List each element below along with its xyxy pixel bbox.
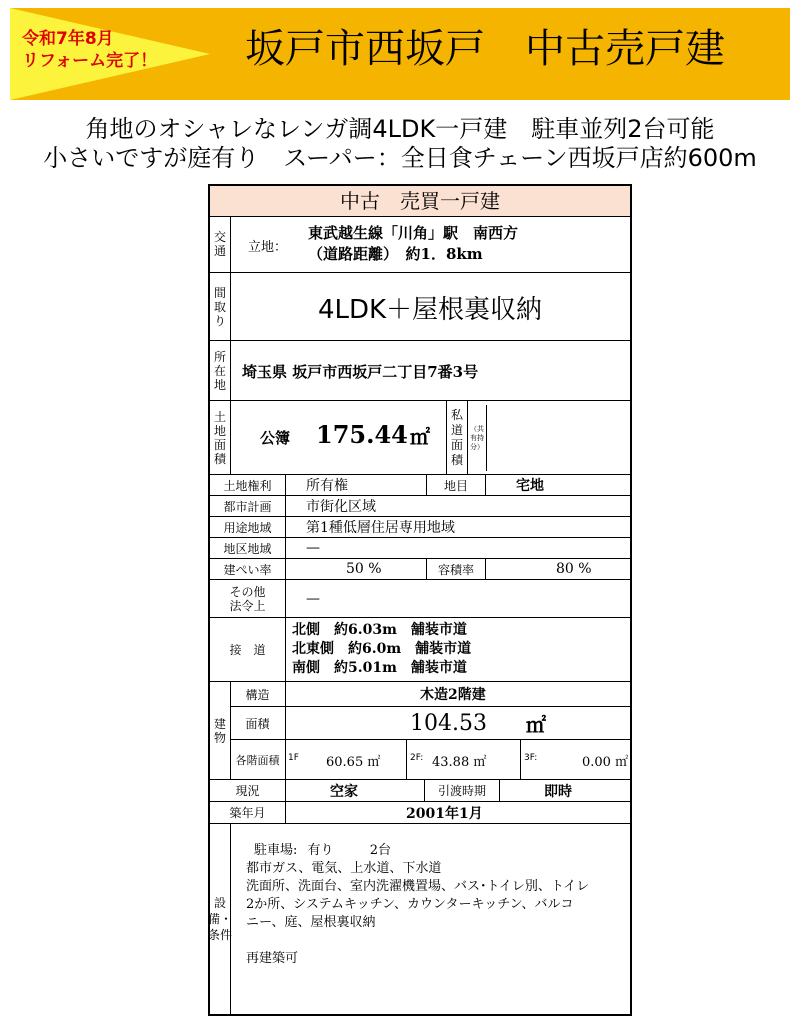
parking-line bbox=[246, 842, 589, 860]
land-area-label: 土地面積 bbox=[210, 401, 231, 474]
floor-divider-2 bbox=[520, 740, 521, 780]
handover-value: 即時 bbox=[544, 783, 572, 800]
status-label: 現況 bbox=[210, 780, 286, 801]
coverage-value: 50 % bbox=[346, 561, 382, 577]
building-area-unit: ㎡ bbox=[526, 712, 546, 737]
building-area-value: 104.53 bbox=[410, 710, 487, 736]
land-category-value: 宅地 bbox=[516, 478, 544, 494]
address-label: 所在地 bbox=[210, 341, 231, 400]
page-title: 坂戸市西坂戸 中古売戸建 bbox=[245, 26, 725, 72]
facilities-line-2: 洗面所、洗面台、室内洗濯機置場、バス･トイレ別、トイレ bbox=[246, 879, 590, 894]
row-zoning bbox=[210, 517, 630, 538]
building-area-label: 面積 bbox=[230, 707, 286, 739]
private-road-label: 私道面積 bbox=[446, 401, 468, 474]
other-laws-label-2: 法令上 bbox=[229, 598, 266, 613]
row-access bbox=[210, 216, 630, 273]
district-value: — bbox=[306, 540, 320, 556]
access-line-2: （道路距離） 約1．8km bbox=[308, 245, 483, 263]
land-category-label: 地目 bbox=[426, 475, 486, 495]
badge-line-1: 令和7年8月 bbox=[22, 29, 114, 49]
building-structure-row bbox=[230, 682, 630, 707]
row-city-planning bbox=[210, 496, 630, 517]
building-area-row bbox=[230, 707, 630, 740]
floor2-label: 2F: bbox=[410, 753, 424, 763]
district-label: 地区地域 bbox=[210, 538, 286, 558]
layout-label: 間取り bbox=[210, 273, 231, 340]
parking-label: 駐車場: bbox=[254, 843, 298, 858]
row-land-area bbox=[210, 401, 630, 475]
built-label: 築年月 bbox=[210, 802, 286, 823]
other-laws-label-1: その他 bbox=[229, 584, 266, 599]
floor-ratio-value: 80 % bbox=[556, 561, 592, 577]
floor-divider-1 bbox=[406, 740, 407, 780]
badge-line-2: リフォーム完了！ bbox=[22, 51, 158, 71]
city-planning-value: 市街化区域 bbox=[306, 499, 376, 515]
facilities-label: 設備・条件 bbox=[210, 824, 231, 1014]
floor3-label: 3F: bbox=[524, 753, 538, 763]
land-area-unit: ㎡ bbox=[410, 425, 430, 449]
land-area-value: 175.44 bbox=[316, 420, 408, 449]
subtitle-line-1: 角地のオシャレなレンガ調4LDK一戸建 駐車並列2台可能 bbox=[85, 115, 715, 143]
land-register-kind: 公簿 bbox=[260, 429, 291, 447]
row-facilities bbox=[210, 824, 630, 1014]
zoning-label: 用途地域 bbox=[210, 517, 286, 537]
row-coverage bbox=[210, 559, 630, 580]
facilities-text bbox=[246, 842, 589, 968]
floor2-value: 43.88 ㎡ bbox=[432, 754, 487, 770]
structure-label: 構造 bbox=[230, 682, 286, 706]
facilities-line-4: ニー、庭、屋根裏収納 bbox=[246, 915, 376, 930]
zoning-value: 第1種低層住居専用地域 bbox=[306, 520, 455, 536]
row-other-laws bbox=[210, 580, 630, 618]
floor-area-label: 各階面積 bbox=[230, 740, 286, 780]
renovation-badge-text bbox=[22, 28, 157, 72]
coverage-label: 建ぺい率 bbox=[210, 559, 286, 579]
city-planning-label: 都市計画 bbox=[210, 496, 286, 516]
floor-ratio-label: 容積率 bbox=[426, 559, 486, 579]
road-south: 南側 約5.01m 舗装市道 bbox=[292, 660, 467, 676]
structure-value: 木造2階建 bbox=[420, 687, 486, 703]
built-value: 2001年1月 bbox=[406, 805, 483, 822]
land-right-label: 土地権利 bbox=[210, 475, 286, 495]
sheet-title: 中古 売買一戸建 bbox=[210, 186, 630, 217]
facilities-line-1: 都市ガス、電気、上水道、下水道 bbox=[246, 861, 442, 876]
floor1-value: 60.65 ㎡ bbox=[326, 754, 381, 770]
row-district bbox=[210, 538, 630, 559]
building-label: 建物 bbox=[210, 682, 231, 779]
row-status bbox=[210, 780, 630, 802]
other-laws-label bbox=[210, 580, 286, 617]
land-right-value: 所有権 bbox=[306, 478, 348, 494]
parking-availability: 有り bbox=[307, 843, 334, 858]
floor-area-row bbox=[230, 740, 630, 780]
handover-label: 引渡時期 bbox=[424, 780, 500, 801]
road-access-label: 接 道 bbox=[210, 618, 286, 681]
subtitle-line-2: 小さいですが庭有り スーパー：全日食チェーン西坂戸店約600m bbox=[43, 144, 757, 172]
row-layout bbox=[210, 273, 630, 341]
location-sub-label: 立地： bbox=[248, 240, 288, 255]
layout-value: 4LDK＋屋根裏収納 bbox=[317, 295, 543, 325]
other-laws-value: — bbox=[306, 590, 320, 607]
address-value: 埼玉県 坂戸市西坂戸二丁目7番3号 bbox=[242, 363, 479, 381]
road-northeast: 北東側 約6.0m 舗装市道 bbox=[292, 641, 472, 657]
access-line-1: 東武越生線「川角」駅 南西方 bbox=[308, 224, 519, 242]
road-north: 北側 約6.03m 舗装市道 bbox=[292, 622, 467, 638]
status-value: 空家 bbox=[330, 783, 358, 800]
property-sheet bbox=[208, 184, 632, 1016]
access-label: 交通 bbox=[210, 216, 231, 272]
row-built bbox=[210, 802, 630, 824]
parking-count: 2台 bbox=[369, 843, 391, 858]
row-address bbox=[210, 341, 630, 401]
shared-share-label: （共有持分） bbox=[468, 405, 487, 471]
floor1-label: 1F bbox=[288, 753, 299, 763]
row-building bbox=[210, 682, 630, 780]
row-road-access bbox=[210, 618, 630, 682]
floor3-value: 0.00 ㎡ bbox=[582, 754, 629, 770]
facilities-line-3: 2か所、システムキッチン、カウンターキッチン、バルコ bbox=[246, 897, 574, 912]
row-land-right bbox=[210, 475, 630, 496]
road-access-values bbox=[292, 621, 471, 678]
facilities-line-5: 再建築可 bbox=[246, 951, 299, 966]
